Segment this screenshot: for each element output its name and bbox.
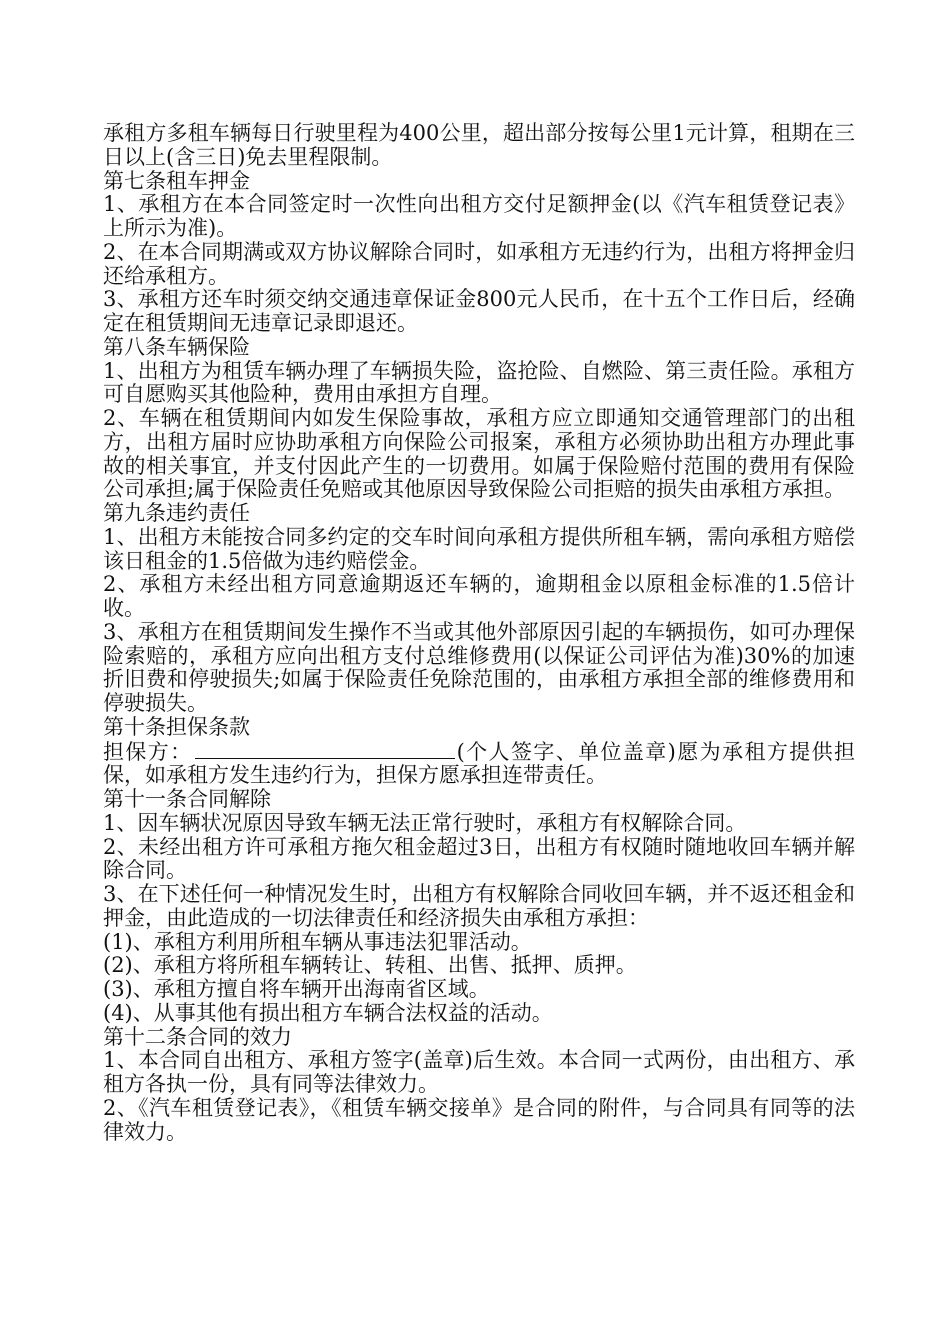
list-item-11-3-1: (1)、承租方利用所租车辆从事违法犯罪活动。 (103, 929, 532, 954)
paragraph-7-3: 3、承租方还车时须交纳交通违章保证金800元人民币，在十五个工作日后，经确定在租赁期间无违章记录即退还。 (103, 287, 855, 335)
list-item-11-3-2: (2)、承租方将所租车辆转让、转租、出售、抵押、质押。 (103, 953, 637, 978)
paragraph-11-3: 3、在下述任何一种情况发生时，出租方有权解除合同收回车辆，并不返还租金和押金，由此造成的一切法律责任和经济损失由承租方承担： (103, 882, 855, 930)
paragraph-9-1: 1、出租方未能按合同多约定的交车时间向承租方提供所租车辆，需向承租方赔偿该日租金的1.5倍做为违约赔偿金。 (103, 524, 855, 573)
section-heading-9: 第九条违约责任 (103, 501, 250, 525)
section-heading-7: 第七条租车押金 (103, 168, 250, 193)
list-item-11-3-4: (4)、从事其他有损出租方车辆合法权益的活动。 (103, 1000, 553, 1025)
guarantee-suffix: (个人签字、单位盖章)愿为承租方提供担保，如承租方发生违约行为，担保方愿承担连带责任。 (103, 739, 856, 788)
paragraph-12-2: 2、《汽车租赁登记表》，《租赁车辆交接单》是合同的附件，与合同具有同等的法律效力。 (103, 1095, 855, 1144)
paragraph-11-1: 1、因车辆状况原因导致车辆无法正常行驶时，承租方有权解除合同。 (103, 810, 747, 835)
section-heading-8: 第八条车辆保险 (103, 334, 250, 359)
guarantee-prefix: 担保方： (103, 739, 193, 764)
paragraph-12-1: 1、本合同自出租方、承租方签字(盖章)后生效。本合同一式两份，由出租方、承租方各执一份，具有同等法律效力。 (103, 1048, 855, 1096)
list-item-11-3-3: (3)、承租方擅自将车辆开出海南省区域。 (103, 977, 490, 1001)
section-heading-11: 第十一条合同解除 (103, 787, 271, 811)
paragraph-8-2: 2、车辆在租赁期间内如发生保险事故，承租方应立即通知交通管理部门的出租方，出租方届时应协助承租方向保险公司报案，承租方必须协助出租方办理此事故的相关事宜，并支付因此产生的一切费用。如属于保险赔付范围的费用有保险公司承担;属于保险责任免赔或其他原因导致保险公司拒赔的损失由承租方承担。 (103, 406, 855, 502)
signature-blank-line (195, 740, 455, 759)
section-heading-10: 第十条担保条款 (103, 714, 250, 739)
paragraph-7-1: 1、承租方在本合同签定时一次性向出租方交付足额押金(以《汽车租赁登记表》上所示为准)。 (103, 192, 855, 240)
paragraph-11-2: 2、未经出租方许可承租方拖欠租金超过3日，出租方有权随时随地收回车辆并解除合同。 (103, 834, 855, 883)
paragraph-mileage: 承租方多租车辆每日行驶里程为400公里，超出部分按每公里1元计算，租期在三日以上(含三日)免去里程限制。 (103, 121, 855, 169)
paragraph-guarantee (103, 740, 855, 789)
document-body (103, 122, 855, 1144)
section-heading-12: 第十二条合同的效力 (103, 1024, 292, 1049)
paragraph-9-3: 3、承租方在租赁期间发生操作不当或其他外部原因引起的车辆损伤，如可办理保险索赔的，承租方应向出租方支付总维修费用(以保证公司评估为准)30%的加速折旧费和停驶损失;如属于保险责任免除范围的，由承租方承担全部的维修费用和停驶损失。 (103, 619, 855, 715)
paragraph-9-2: 2、承租方未经出租方同意逾期返还车辆的，逾期租金以原租金标准的1.5倍计收。 (103, 572, 855, 620)
paragraph-8-1: 1、出租方为租赁车辆办理了车辆损失险，盗抢险、自燃险、第三责任险。承租方可自愿购买其他险种，费用由承担方自理。 (103, 358, 855, 407)
paragraph-7-2: 2、在本合同期满或双方协议解除合同时，如承租方无违约行为，出租方将押金归还给承租方。 (103, 239, 855, 288)
